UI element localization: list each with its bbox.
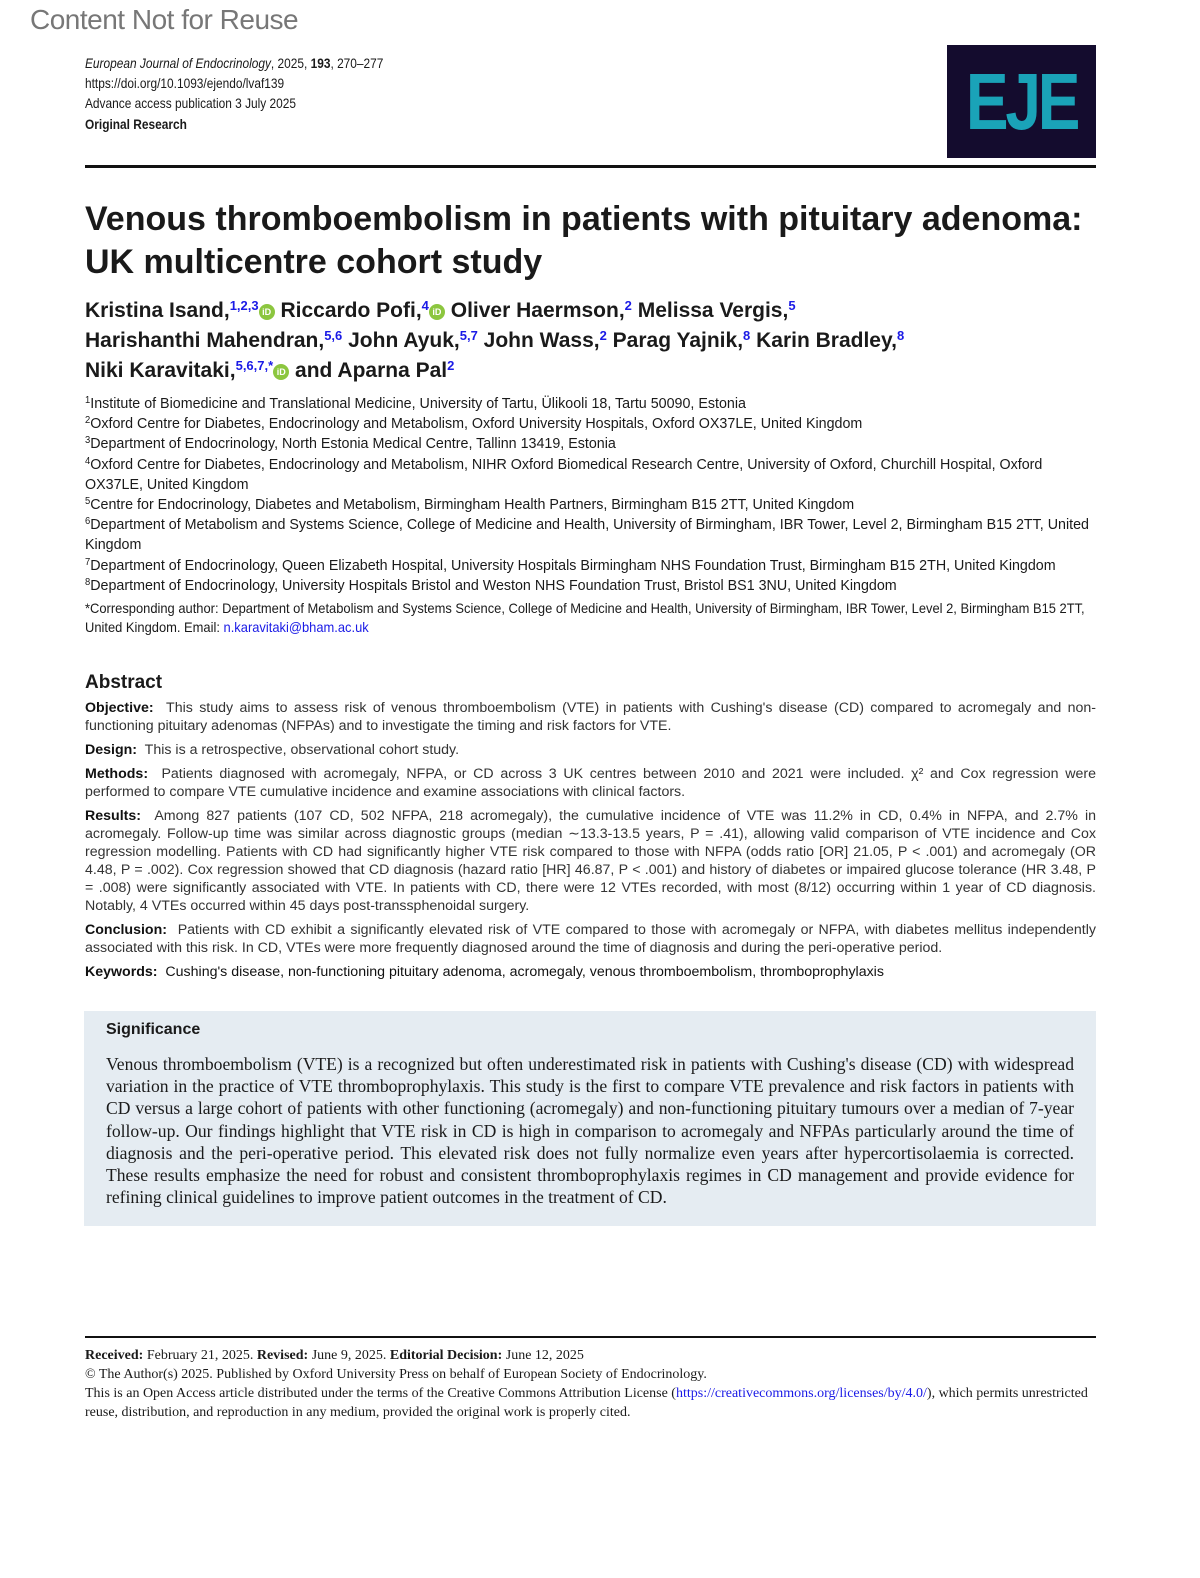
license-text: This is an Open Access article distributed under the terms of the Creative Commons Attribution License (https://creativecommons.org/licenses/by/4.0/), which permits unrestricted reuse, distribution, and reproduction in any medium, provided the original work is properly cited. [85, 1385, 1088, 1420]
divider [85, 165, 1096, 168]
author-name: Melissa Vergis, [637, 299, 789, 322]
affiliation-number: 8 [85, 576, 91, 588]
author [638, 299, 796, 322]
author-affiliation-refs[interactable]: 4 [421, 298, 429, 313]
author-affiliation-refs[interactable]: 5,6,7,* [235, 358, 274, 373]
author-name: John Ayuk, [348, 329, 460, 352]
author-affiliation-refs[interactable]: 2 [599, 328, 607, 343]
abstract-section-label: Results: [85, 808, 141, 825]
affiliations [85, 394, 1096, 596]
affiliation [85, 556, 1096, 576]
article-type: Original Research [85, 116, 187, 132]
orcid-icon[interactable]: iD [273, 364, 289, 380]
affiliation-number: 7 [85, 556, 91, 568]
author [280, 299, 444, 322]
affiliation-text: Department of Endocrinology, North Estonia Medical Centre, Tallinn 13419, Estonia [90, 435, 616, 453]
copyright-line: © The Author(s) 2025. Published by Oxford University Press on behalf of European Society of Endocrinology. [85, 1366, 707, 1382]
abstract-body [85, 699, 1096, 981]
author [348, 329, 478, 352]
affiliation-text: Institute of Biomedicine and Translational Medicine, University of Tartu, Ülikooli 18, Tartu 50090, Estonia [90, 395, 746, 412]
article-title: Venous thromboembolism in patients with pituitary adenoma: UK multicentre cohort study [85, 200, 1083, 281]
author [85, 329, 342, 352]
author-name: Harishanthi Mahendran, [85, 329, 325, 352]
corresponding-author: *Corresponding author: Department of Metabolism and Systems Science, College of Medicine and Health, University of Birmingham, IBR Tower, Level 2, Birmingham B15 2TT, United Kingdom. Email: n.karavitaki@bham.ac.uk [85, 601, 1085, 635]
author-affiliation-refs[interactable]: 8 [896, 328, 905, 343]
author-name: John Wass, [483, 329, 600, 352]
author-affiliation-refs[interactable]: 2 [447, 358, 455, 373]
affiliation-text: Centre for Endocrinology, Diabetes and Metabolism, Birmingham Health Partners, Birmingham B15 2TT, United Kingdom [90, 496, 855, 514]
affiliation [85, 434, 1096, 454]
author-list [85, 296, 1096, 386]
author-name: and Aparna Pal [295, 359, 448, 382]
affiliation [85, 394, 1096, 414]
author [756, 329, 904, 352]
significance-box [84, 1011, 1096, 1226]
affiliation-text: Department of Endocrinology, University Hospitals Bristol and Weston NHS Foundation Trust, Bristol BS1 3NU, United Kingdom [90, 576, 897, 594]
affiliation-number: 1 [85, 395, 91, 406]
author-affiliation-refs[interactable]: 5,7 [459, 328, 478, 343]
advance-access: Advance access publication 3 July 2025 [85, 95, 297, 111]
affiliation-text: Department of Metabolism and Systems Science, College of Medicine and Health, University of Birmingham, IBR Tower, Level 2, Birmingham B15 2TT, United Kingdom [85, 516, 1089, 554]
abstract-section-label: Design: [85, 742, 138, 759]
affiliation-text: Oxford Centre for Diabetes, Endocrinology and Metabolism, NIHR Oxford Biomedical Research Centre, University of Oxford, Churchill Hospital, Oxford OX37LE, United Kingdom [85, 455, 1043, 493]
divider [85, 1336, 1096, 1338]
author-name: Riccardo Pofi, [280, 299, 422, 322]
doi-link[interactable]: https://doi.org/10.1093/ejendo/lvaf139 [85, 75, 285, 91]
affiliation-text: Oxford Centre for Diabetes, Endocrinology and Metabolism, Oxford University Hospitals, Oxford OX37LE, United Kingdom [90, 415, 863, 433]
abstract-section [85, 741, 1096, 759]
email-link[interactable]: n.karavitaki@bham.ac.uk [223, 619, 369, 635]
affiliation-number: 3 [85, 435, 91, 447]
author [484, 329, 607, 352]
affiliation [85, 414, 1096, 434]
abstract-section [85, 807, 1096, 915]
affiliation [85, 455, 1096, 495]
abstract-heading: Abstract [85, 672, 163, 694]
affiliation [85, 515, 1096, 555]
abstract-section-text: Cushing's disease, non-functioning pituitary adenoma, acromegaly, venous thromboembolism, thromboprophylaxis [165, 964, 884, 981]
article-body [85, 198, 1096, 1422]
significance-heading: Significance [106, 1021, 201, 1039]
author-name: Karin Bradley, [756, 329, 897, 352]
author-affiliation-refs[interactable]: 5,6 [324, 328, 343, 343]
author-name: Parag Yajnik, [612, 329, 744, 352]
affiliation-number: 5 [85, 496, 91, 508]
author-affiliation-refs[interactable]: 2 [624, 298, 632, 313]
affiliation-number: 4 [85, 455, 91, 467]
orcid-icon[interactable]: iD [259, 304, 275, 320]
affiliation-number: 6 [85, 516, 91, 528]
abstract-section-label: Objective: [85, 700, 154, 717]
abstract-section [85, 963, 1096, 981]
abstract-section [85, 921, 1096, 957]
abstract-section [85, 765, 1096, 801]
affiliation-number: 2 [85, 415, 91, 427]
abstract-section [85, 699, 1096, 735]
footer-notes [85, 1346, 1096, 1422]
affiliation-text: Department of Endocrinology, Queen Elizabeth Hospital, University Hospitals Birmingham NHS Foundation Trust, Birmingham B15 2TH, United Kingdom [90, 556, 1056, 574]
affiliation [85, 495, 1096, 515]
dates-line: Received: February 21, 2025. Revised: June 9, 2025. Editorial Decision: June 12, 2025 [85, 1347, 584, 1363]
abstract-section-text: This study aims to assess risk of venous thromboembolism (VTE) in patients with Cushing's disease (CD) compared to acromegaly and non-functioning pituitary adenomas (NFPAs) and to investigate the timing and risk factors for VTE. [85, 700, 1096, 735]
author [295, 359, 454, 382]
abstract-section-label: Methods: [85, 766, 149, 783]
author [613, 329, 751, 352]
significance-text: Venous thromboembolism (VTE) is a recognized but often underestimated risk in patients with Cushing's disease (CD) with widespread variation in the practice of VTE thromboprophylaxis. This study is the first to compare VTE prevalence and risk factors in patients with CD versus a large cohort of patients with other functioning (acromegaly) and non-functioning pituitary tumours over a median of 7-year follow-up. Our findings highlight that VTE risk in CD is high in comparison to acromegaly and NFPAs particularly around the time of diagnosis and the peri-operative period. This elevated risk does not fully normalize even years after hypercortisolaemia is corrected. These results emphasize the need for robust and consistent thromboprophylaxis regimes in CD management and provide evidence for refining clinical guidelines to improve patient outcomes in the treatment of CD. [106, 1054, 1074, 1208]
journal-logo: EJE [947, 45, 1096, 158]
journal-citation: European Journal of Endocrinology, 2025, 193, 270–277 [85, 55, 384, 71]
abstract-section-text: This is a retrospective, observational cohort study. [144, 742, 460, 759]
abstract-section-label: Conclusion: [85, 922, 167, 939]
affiliation [85, 576, 1096, 596]
abstract-section-label: Keywords: [85, 964, 158, 981]
author [85, 299, 275, 322]
license-link[interactable]: https://creativecommons.org/licenses/by/4.0/ [675, 1385, 927, 1401]
author-name: Kristina Isand, [85, 299, 230, 322]
author-affiliation-refs[interactable]: 1,2,3 [229, 298, 259, 313]
author-name: Oliver Haermson, [450, 299, 625, 322]
orcid-icon[interactable]: iD [429, 304, 445, 320]
abstract-section-text: Patients diagnosed with acromegaly, NFPA, or CD across 3 UK centres between 2010 and 2021 were included. χ² and Cox regression were performed to compare VTE cumulative incidence and examine associations with clinical factors. [85, 766, 1096, 801]
abstract-section-text: Among 827 patients (107 CD, 502 NFPA, 218 acromegaly), the cumulative incidence of VTE was 11.2% in CD, 0.4% in NFPA, and 2.7% in acromegaly. Follow-up time was similar across diagnostic groups (median ∼13.3-13.5 years, P = .41), allowing valid comparison of VTE incidence and Cox regression modelling. Patients with CD had significantly higher VTE risk compared to those with NFPA (odds ratio [OR] 21.05, P < .001) and acromegaly (OR 4.48, P = .002). Cox regression showed that CD diagnosis (hazard ratio [HR] 46.87, P < .001) and history of diabetes or impaired glucose tolerance (HR 3.48, P = .008) were significantly associated with VTE. In patients with CD, there were 12 VTEs recorded, with most (8/12) occurring within 1 year of CD diagnosis. Notably, 4 VTEs occurred within 45 days post-transsphenoidal surgery. [85, 808, 1096, 915]
watermark: Content Not for Reuse [30, 4, 299, 35]
author [451, 299, 632, 322]
author-name: Niki Karavitaki, [85, 359, 236, 382]
author [85, 359, 289, 382]
author-affiliation-refs[interactable]: 5 [788, 298, 796, 313]
abstract-section-text: Patients with CD exhibit a significantly elevated risk of VTE compared to those with acromegaly or NFPA, with diabetes mellitus independently associated with this risk. In CD, VTEs were more frequently diagnosed around the time of diagnosis and during the peri-operative period. [85, 922, 1096, 957]
author-affiliation-refs[interactable]: 8 [743, 328, 751, 343]
